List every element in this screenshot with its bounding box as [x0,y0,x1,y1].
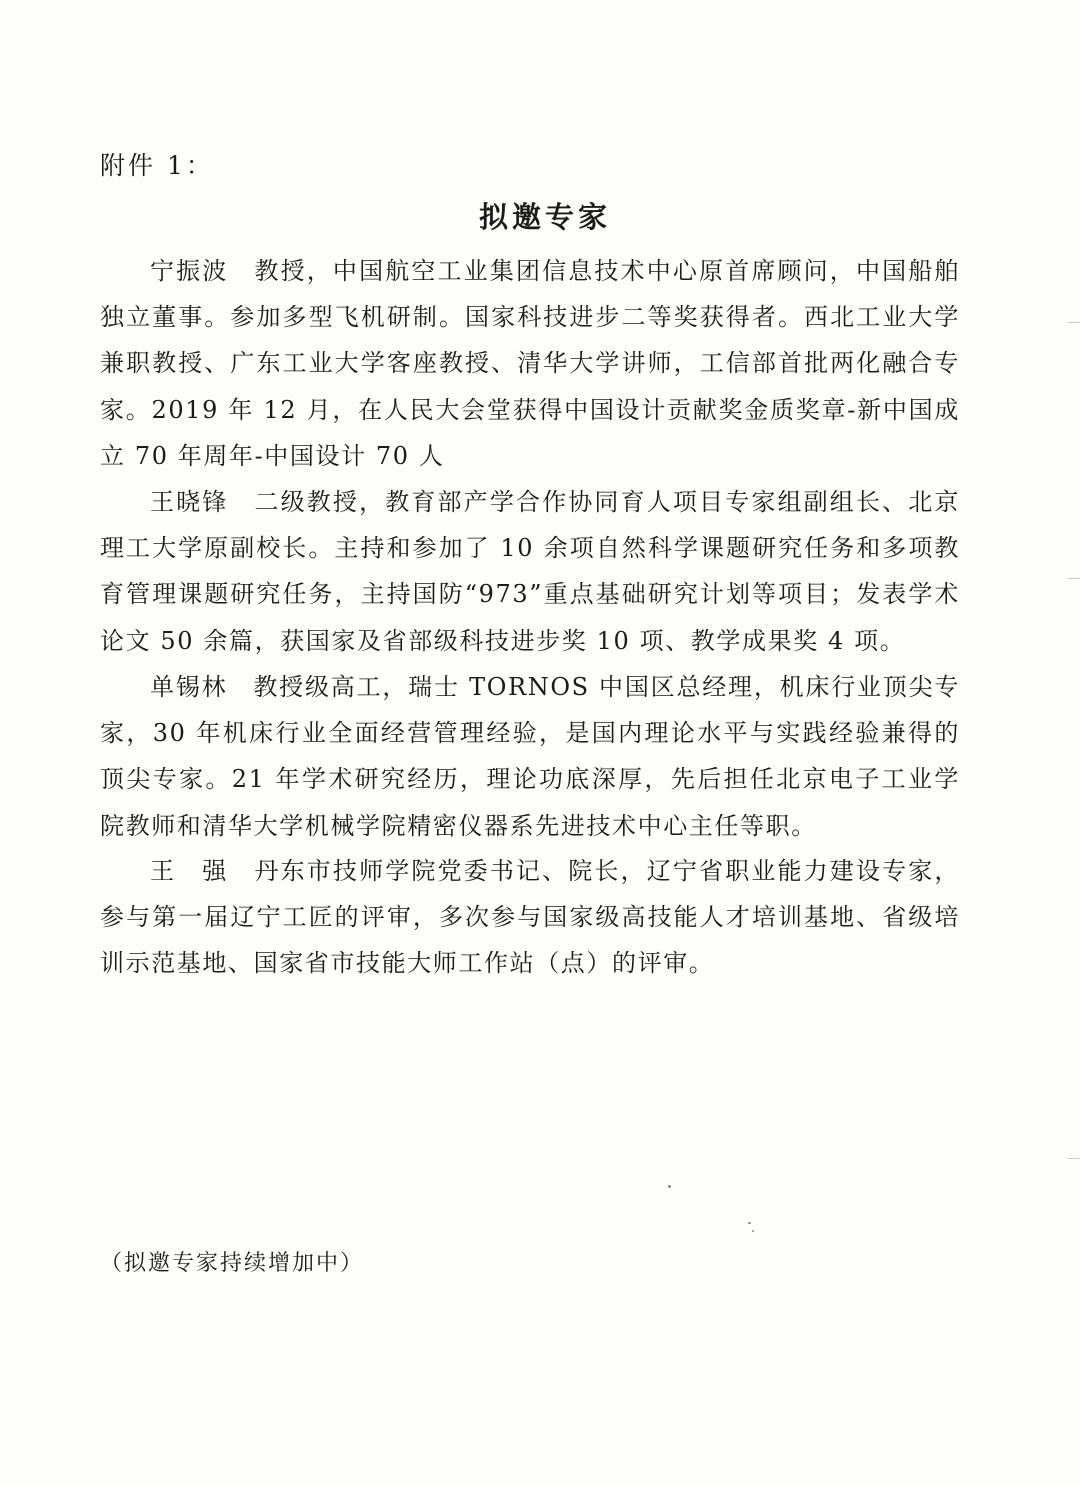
attachment-label: 附件 1： [100,151,214,180]
expert-bio: 丹东市技师学院党委书记、院长，辽宁省职业能力建设专家，参与第一届辽宁工匠的评审，多次参与国家级高技能人才培训基地、省级培训示范基地、国家省市技能大师工作站（点）的评审。 [100,857,960,978]
expert-bio: 二级教授，教育部产学合作协同育人项目专家组副组长、北京理工大学原副校长。主持和参加了 10 余项自然科学课题研究任务和多项教育管理课题研究任务，主持国防“973”重点基础研究计划等项目；发表学术论文 50 余篇，获国家及省部级科技进步奖 10 项、教学成果奖 4 项。 [100,488,960,655]
expert-entry [100,248,960,479]
expert-entry [100,848,960,987]
expert-entry [100,664,960,849]
expert-name: 单锡林 [150,673,228,701]
expert-entry [100,479,960,664]
scan-speck [748,1222,751,1224]
scan-speck [668,1185,671,1188]
document-title: 拟邀专家 [478,200,611,234]
expert-name: 王 强 [150,857,229,885]
expert-name: 宁振波 [150,257,229,285]
scan-edge-mark [1068,1158,1080,1159]
scan-edge-mark [1068,322,1080,323]
expert-name: 王晓锋 [150,488,229,516]
scan-edge-mark [1068,578,1080,579]
footnote: （拟邀专家持续增加中） [100,1251,365,1276]
scan-speck [752,1230,754,1232]
expert-bio: 教授，中国航空工业集团信息技术中心原首席顾问，中国船舶独立董事。参加多型飞机研制。国家科技进步二等奖获得者。西北工业大学兼职教授、广东工业大学客座教授、清华大学讲师，工信部首批两化融合专家。2019 年 12 月，在人民大会堂获得中国设计贡献奖金质奖章-新中国成立 70 年周年-中国设计 70 人 [100,257,960,470]
expert-bio: 教授级高工，瑞士 TORNOS 中国区总经理，机床行业顶尖专家，30 年机床行业全面经营管理经验，是国内理论水平与实践经验兼得的顶尖专家。21 年学术研究经历，理论功底深厚，先后担任北京电子工业学院教师和清华大学机械学院精密仪器系先进技术中心主任等职。 [100,673,960,840]
